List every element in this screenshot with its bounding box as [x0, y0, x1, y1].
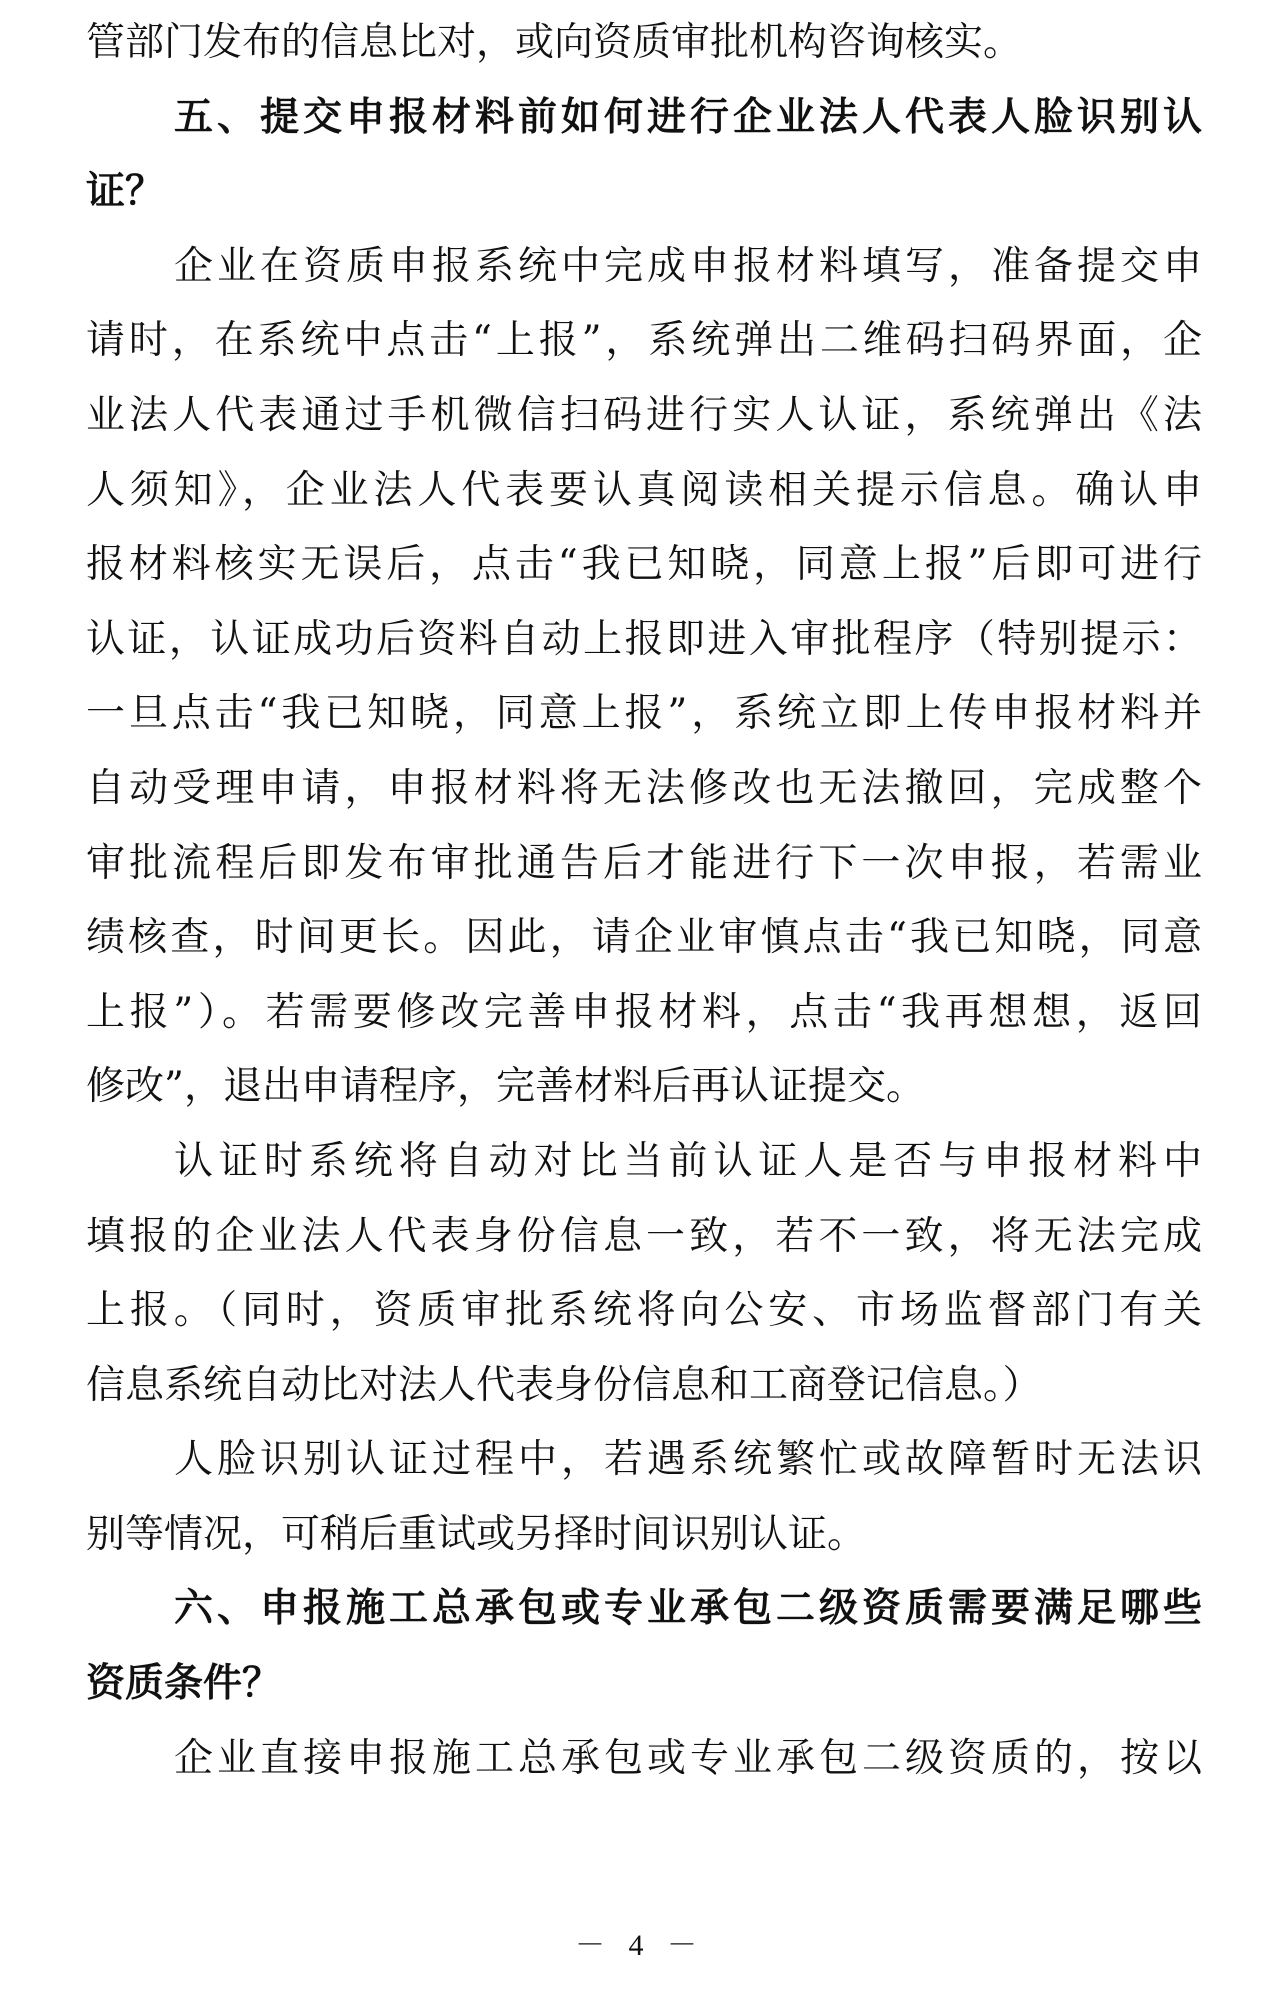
paragraph-line: 认证，认证成功后资料自动上报即进入审批程序（特别提示： [86, 616, 1202, 662]
paragraph-line: 人须知》，企业法人代表要认真阅读相关提示信息。确认申 [86, 467, 1202, 513]
paragraph-line: 请时，在系统中点击“上报”，系统弹出二维码扫码界面，企 [86, 318, 1202, 364]
paragraph-line: 一旦点击“我已知晓，同意上报”，系统立即上传申报材料并 [86, 691, 1202, 737]
paragraph-line: 企业在资质申报系统中完成申报材料填写，准备提交申 [174, 243, 1202, 289]
paragraph-line: 管部门发布的信息比对，或向资质审批机构咨询核实。 [86, 20, 1023, 65]
section-heading-6-cont: 资质条件？ [86, 1661, 282, 1707]
paragraph-line: 信息系统自动比对法人代表身份信息和工商登记信息。） [86, 1362, 1042, 1408]
section-heading-6: 六、申报施工总承包或专业承包二级资质需要满足哪些 [174, 1586, 1202, 1632]
paragraph-line: 审批流程后即发布审批通告后才能进行下一次申报，若需业 [86, 840, 1202, 886]
paragraph-line: 填报的企业法人代表身份信息一致，若不一致，将无法完成 [86, 1213, 1202, 1259]
paragraph-line: 修改”，退出申请程序，完善材料后再认证提交。 [86, 1064, 925, 1110]
paragraph-line: 绩核查，时间更长。因此，请企业审慎点击“我已知晓，同意 [86, 915, 1202, 961]
paragraph-line: 认证时系统将自动对比当前认证人是否与申报材料中 [174, 1138, 1202, 1184]
paragraph-line: 上报。（同时，资质审批系统将向公安、市场监督部门有关 [86, 1288, 1202, 1334]
paragraph-line: 企业直接申报施工总承包或专业承包二级资质的，按以 [174, 1735, 1202, 1781]
section-heading-5-cont: 证？ [86, 169, 165, 215]
paragraph-line: 别等情况，可稍后重试或另择时间识别认证。 [86, 1511, 867, 1557]
paragraph-line: 自动受理申请，申报材料将无法修改也无法撤回，完成整个 [86, 765, 1202, 811]
paragraph-line: 人脸识别认证过程中，若遇系统繁忙或故障暂时无法识 [174, 1437, 1202, 1483]
paragraph-line: 上报”）。若需要修改完善申报材料，点击“我再想想，返回 [86, 989, 1202, 1035]
section-heading-5: 五、提交申报材料前如何进行企业法人代表人脸识别认 [174, 94, 1202, 140]
paragraph-line: 报材料核实无误后，点击“我已知晓，同意上报”后即可进行 [86, 542, 1202, 588]
paragraph-line: 业法人代表通过手机微信扫码进行实人认证，系统弹出《法 [86, 392, 1202, 438]
page-number: － 4 － [575, 1929, 705, 1962]
document-body [86, 6, 1202, 1796]
